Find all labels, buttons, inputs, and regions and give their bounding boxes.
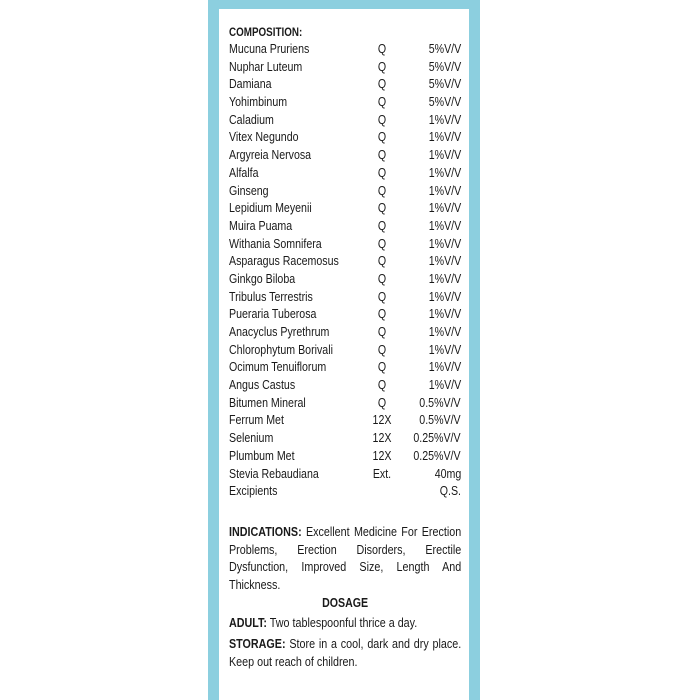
ingredient-concentration: 1%V/V: [428, 148, 461, 163]
ingredient-row: [229, 59, 461, 77]
ingredient-row: [229, 129, 461, 147]
ingredient-row: [229, 253, 461, 271]
ingredient-name: Asparagus Racemosus: [229, 254, 339, 269]
ingredient-row: [229, 412, 461, 430]
ingredient-potency: 12X: [372, 413, 392, 428]
ingredient-row: [229, 271, 461, 289]
ingredient-row: [229, 306, 461, 324]
ingredient-name: Withania Somnifera: [229, 236, 322, 251]
ingredient-row: [229, 76, 461, 94]
ingredient-concentration: 1%V/V: [428, 165, 461, 180]
adult-text: Two tablespoonful thrice a day.: [269, 616, 418, 630]
ingredient-name: Angus Castus: [229, 378, 296, 393]
ingredient-concentration: 5%V/V: [428, 59, 461, 74]
ingredient-name: Damiana: [229, 77, 272, 92]
ingredient-row: [229, 183, 461, 201]
ingredient-name: Lepidium Meyenii: [229, 201, 312, 216]
ingredient-concentration: 1%V/V: [428, 130, 461, 145]
ingredient-row: [229, 342, 461, 360]
ingredient-concentration: 5%V/V: [428, 77, 461, 92]
dosage-heading-text: DOSAGE: [321, 596, 369, 610]
ingredient-concentration: 1%V/V: [428, 378, 461, 393]
storage-instructions: [229, 636, 461, 671]
ingredient-potency: Q: [377, 130, 387, 145]
ingredient-potency: Q: [377, 218, 387, 233]
ingredient-name: Tribulus Terrestris: [229, 289, 313, 304]
ingredient-name: Ocimum Tenuiflorum: [229, 360, 327, 375]
ingredient-name: Alfalfa: [229, 165, 259, 180]
ingredient-potency: 12X: [372, 431, 392, 446]
ingredient-row: [229, 41, 461, 59]
ingredient-row: [229, 236, 461, 254]
ingredient-potency: Q: [377, 42, 387, 56]
ingredient-row: [229, 324, 461, 342]
ingredient-concentration: 1%V/V: [428, 271, 461, 286]
ingredient-potency: Q: [377, 112, 387, 127]
ingredient-concentration: 1%V/V: [428, 360, 461, 375]
ingredient-name: Plumbum Met: [229, 448, 295, 463]
ingredient-concentration: 0.25%V/V: [413, 431, 461, 446]
ingredient-concentration: 1%V/V: [428, 289, 461, 304]
ingredient-name: Anacyclus Pyrethrum: [229, 325, 330, 339]
ingredient-concentration: 1%V/V: [428, 342, 461, 357]
ingredient-concentration: 0.5%V/V: [419, 413, 461, 428]
ingredient-potency: Q: [377, 271, 387, 286]
ingredient-concentration: 1%V/V: [428, 236, 461, 251]
ingredient-name: Ferrum Met: [229, 413, 284, 428]
ingredient-row: [229, 395, 461, 413]
ingredient-row: [229, 289, 461, 307]
ingredient-potency: 12X: [372, 448, 392, 463]
ingredient-concentration: 1%V/V: [428, 254, 461, 269]
ingredient-row: [229, 448, 461, 466]
ingredient-potency: Q: [377, 59, 387, 74]
ingredient-name: Stevia Rebaudiana: [229, 466, 319, 481]
indications-paragraph: [229, 524, 461, 594]
indications-label: INDICATIONS:: [229, 525, 302, 539]
storage-text: Store in a cool, dark and dry place. Keep out reach of children.: [229, 637, 462, 669]
ingredient-concentration: 0.25%V/V: [413, 448, 461, 463]
ingredient-potency: Ext.: [372, 466, 392, 481]
ingredient-potency: Q: [377, 183, 387, 198]
ingredient-row: [229, 165, 461, 183]
ingredient-name: Mucuna Pruriens: [229, 42, 310, 56]
ingredient-concentration: 1%V/V: [428, 183, 461, 198]
ingredient-table: [229, 41, 461, 501]
adult-dosage: [229, 615, 461, 633]
ingredient-potency: Q: [377, 201, 387, 216]
storage-label: STORAGE:: [229, 637, 286, 651]
ingredient-concentration: 1%V/V: [428, 201, 461, 216]
ingredient-row: [229, 147, 461, 165]
ingredient-concentration: 0.5%V/V: [419, 395, 461, 410]
ingredient-concentration: 1%V/V: [428, 325, 461, 339]
ingredient-name: Muira Puama: [229, 218, 293, 233]
ingredient-potency: Q: [377, 307, 387, 322]
ingredient-potency: Q: [377, 95, 387, 110]
ingredient-potency: Q: [377, 236, 387, 251]
ingredient-name: Excipients: [229, 484, 278, 499]
ingredient-row: [229, 377, 461, 395]
ingredient-row: [229, 200, 461, 218]
ingredient-row: [229, 218, 461, 236]
ingredient-row: [229, 430, 461, 448]
ingredient-potency: Q: [377, 77, 387, 92]
ingredient-concentration: 1%V/V: [428, 112, 461, 127]
ingredient-potency: Q: [377, 148, 387, 163]
ingredient-concentration: 5%V/V: [428, 42, 461, 56]
ingredient-concentration: 40mg: [434, 466, 461, 481]
ingredient-name: Ginkgo Biloba: [229, 271, 296, 286]
indications-text: Excellent Medicine For Erection Problems, Erection Disorders, Erectile Dysfunction, Improved Size, Length And Thickness.: [229, 525, 462, 592]
ingredient-name: Vitex Negundo: [229, 130, 299, 145]
ingredient-name: Pueraria Tuberosa: [229, 307, 317, 322]
ingredient-potency: Q: [377, 360, 387, 375]
ingredient-name: Selenium: [229, 431, 274, 446]
ingredient-concentration: 1%V/V: [428, 218, 461, 233]
ingredient-name: Caladium: [229, 112, 274, 127]
adult-label: ADULT:: [229, 616, 268, 630]
ingredient-concentration: 5%V/V: [428, 95, 461, 110]
ingredient-name: Chlorophytum Borivali: [229, 342, 333, 357]
ingredient-row: [229, 112, 461, 130]
ingredient-potency: Q: [377, 254, 387, 269]
ingredient-concentration: Q.S.: [439, 484, 461, 499]
ingredient-potency: Q: [377, 378, 387, 393]
dosage-heading: [229, 595, 461, 612]
ingredient-name: Yohimbinum: [229, 95, 288, 110]
ingredient-potency: Q: [377, 395, 387, 410]
ingredient-potency: Q: [377, 165, 387, 180]
ingredient-potency: Q: [377, 325, 387, 339]
ingredient-row: [229, 466, 461, 484]
ingredient-row: [229, 359, 461, 377]
ingredient-name: Nuphar Luteum: [229, 59, 303, 74]
ingredient-name: Argyreia Nervosa: [229, 148, 312, 163]
ingredient-concentration: 1%V/V: [428, 307, 461, 322]
composition-heading: COMPOSITION:: [229, 25, 303, 39]
label-panel: [219, 9, 469, 700]
ingredient-name: Ginseng: [229, 183, 269, 198]
ingredient-row: [229, 94, 461, 112]
ingredient-potency: Q: [377, 289, 387, 304]
label-content: [229, 24, 462, 669]
ingredient-row: [229, 483, 461, 501]
ingredient-potency: Q: [377, 342, 387, 357]
ingredient-name: Bitumen Mineral: [229, 395, 306, 410]
